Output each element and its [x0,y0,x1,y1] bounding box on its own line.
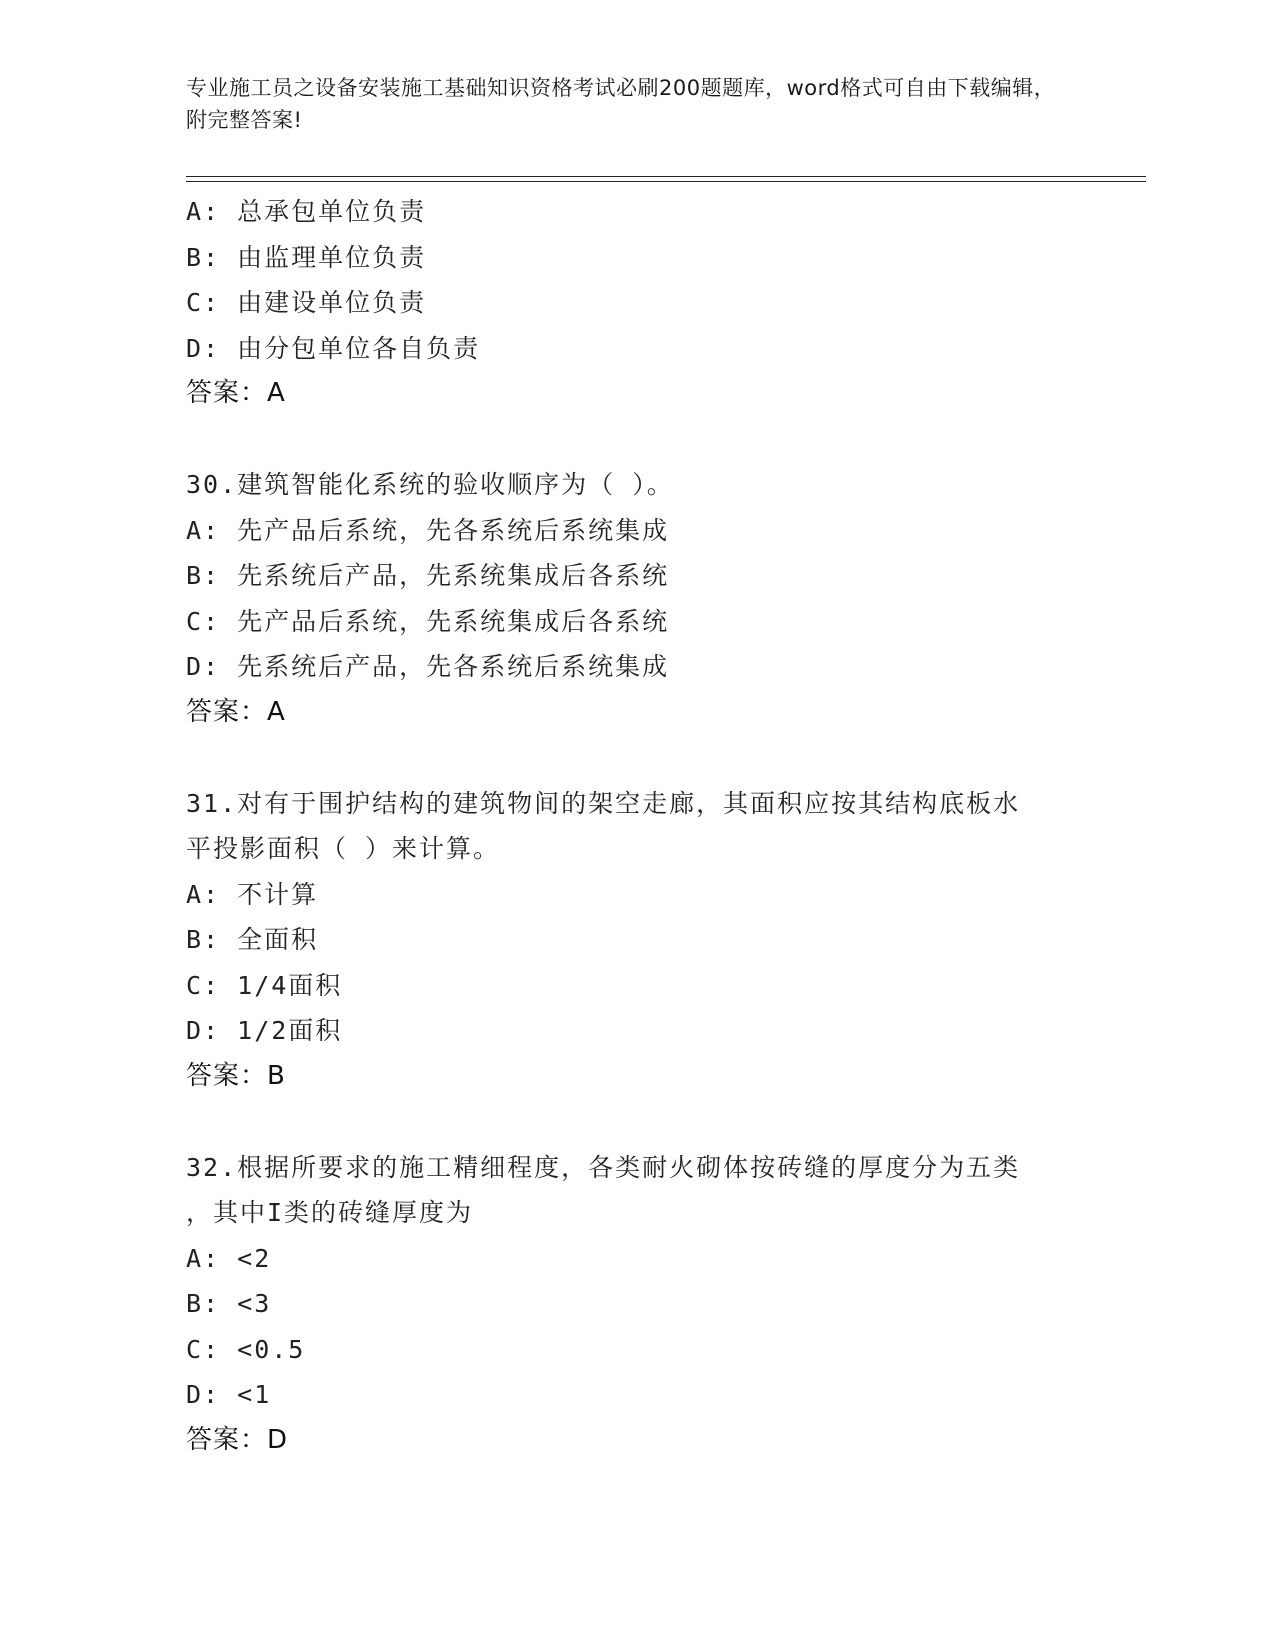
block-gap [186,417,1086,463]
option-a: A: 总承包单位负责 [186,197,427,226]
question-block [186,462,1086,735]
block-gap [186,1099,1086,1145]
option-d: D: 由分包单位各自负责 [186,333,481,363]
question-block [186,189,1086,417]
question-stem-continued: ，其中I类的砖缝厚度为 [186,1198,474,1227]
question-list [186,189,1086,1463]
answer-line: 答案：B [186,1060,286,1091]
question-stem: 31.对有于围护结构的建筑物间的架空走廊，其面积应按其结构底板水 [186,788,1021,818]
header-rule-bottom [186,181,1146,182]
option-a: A: <2 [186,1243,272,1273]
option-c: C: 由建设单位负责 [186,288,427,317]
header-rule-top [186,176,1146,177]
answer-line: 答案：D [186,1424,289,1455]
option-b: B: <3 [186,1289,272,1318]
option-d: D: <1 [186,1380,272,1409]
option-d: D: 先系统后产品，先各系统后系统集成 [186,652,670,681]
question-stem-continued: 平投影面积（ ）来计算。 [186,834,501,863]
option-d: D: 1/2面积 [186,1016,343,1045]
option-b: B: 先系统后产品，先系统集成后各系统 [186,561,670,590]
question-block [186,1145,1086,1464]
option-c: C: <0.5 [186,1334,306,1364]
option-a: A: 先产品后系统，先各系统后系统集成 [186,515,670,545]
option-b: B: 全面积 [186,925,319,954]
block-gap [186,735,1086,781]
answer-line: 答案：A [186,378,286,408]
option-c: C: 先产品后系统，先系统集成后各系统 [186,606,670,636]
option-a: A: 不计算 [186,879,319,909]
answer-line: 答案：A [186,696,286,727]
question-stem: 32.根据所要求的施工精细程度，各类耐火砌体按砖缝的厚度分为五类 [186,1152,1021,1182]
question-block [186,781,1086,1100]
document-header: 专业施工员之设备安装施工基础知识资格考试必刷200题题库，word格式可自由下载编辑，附完整答案! [186,76,1056,132]
question-stem: 30.建筑智能化系统的验收顺序为（ ）。 [186,470,674,499]
option-b: B: 由监理单位负责 [186,242,427,272]
option-c: C: 1/4面积 [186,970,343,1000]
